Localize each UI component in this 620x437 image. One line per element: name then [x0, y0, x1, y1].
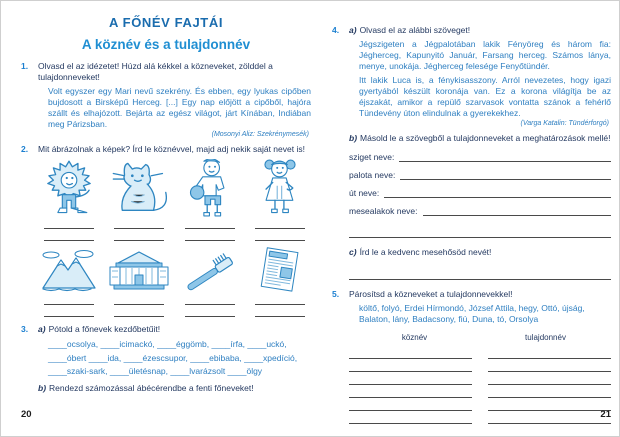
field-label: út neve:	[349, 188, 380, 199]
picture-cell	[38, 247, 100, 317]
exercise-1	[21, 61, 311, 138]
answer-line	[488, 424, 611, 437]
page-number-20: 20	[21, 409, 32, 420]
pair-row	[349, 424, 611, 437]
part-c-label: c)	[349, 247, 357, 258]
boy-with-ball-illustration	[187, 159, 233, 217]
pair-rows	[349, 346, 611, 437]
cat-illustration	[111, 159, 167, 217]
field-row	[349, 151, 611, 162]
answer-line	[185, 229, 235, 241]
picture-cell	[108, 247, 170, 317]
answer-line	[349, 225, 611, 238]
exercise-4-quote-paragraph-2: Itt lakik Luca is, a fénykisasszony. Arról nevezetes, hogy igazi gyertyából készült koronája van. Ez a korona világítja be az éjszakát, amikor a repülő szarvasok vontatta szánok a fehérlő Tündevény úton elindulnak a gyerekekhez.	[359, 75, 611, 119]
answer-line	[44, 229, 94, 241]
answer-line	[488, 346, 611, 359]
part-a-label: a)	[349, 25, 357, 35]
exercise-5-instruction: Párosítsd a közneveket a tulajdonnevekkel!	[349, 289, 513, 300]
exercise-2-number: 2.	[21, 144, 29, 155]
exercise-4-quote-paragraph-1: Jégszigeten a Jégpalotában lakik Fényöreg és három fia: Jégherceg, Kapunyitó Január, Farsang herceg. Számos lánya, menye, unokája. Jégherceg felesége Fenyőtündér.	[359, 39, 611, 72]
answer-line	[185, 293, 235, 305]
picture-grid-row-1	[38, 159, 311, 241]
exercise-1-quote: Volt egyszer egy Mari nevű szekrény. És ebben, egy lyukas cipőben bujdosott a Birsképű Herceg. [...] Egy nap előjött a cipőből, hajóra szállt és elhajózott. Bejárta az egész világot, járt Kínában, Indiában meg Párizsban.	[48, 86, 311, 130]
picture-cell	[179, 247, 241, 317]
answer-line	[185, 305, 235, 317]
girl-illustration	[257, 159, 303, 217]
part-b-label: b)	[349, 133, 358, 144]
picture-cell	[249, 247, 311, 317]
field-label: mesealakok neve:	[349, 206, 418, 217]
pair-row	[349, 398, 611, 411]
answer-line	[44, 217, 94, 229]
answer-line	[185, 217, 235, 229]
answer-line	[114, 229, 164, 241]
answer-line	[423, 205, 611, 216]
exercise-4b-instruction: b) Másold le a szövegből a tulajdonneveket a meghatározások mellé!	[349, 133, 611, 144]
picture-grid-row-2	[38, 247, 311, 317]
answer-line	[349, 385, 472, 398]
answer-line	[488, 398, 611, 411]
toothbrush-illustration	[181, 247, 239, 293]
exercise-3a-instruction: a) Pótold a főnevek kezdőbetűit!	[38, 324, 161, 335]
exercise-4c-instruction: c) Írd le a kedvenc mesehősöd nevét!	[349, 247, 492, 258]
answer-line	[349, 346, 472, 359]
pair-row	[349, 372, 611, 385]
pair-column-headers	[349, 333, 611, 342]
word-blank-line: ____óbert ____ida, ____ézescsupor, ____ebibaba, ____xpedíció,	[48, 352, 298, 363]
answer-line	[114, 217, 164, 229]
exercise-5-number: 5.	[332, 289, 340, 300]
pair-row	[349, 411, 611, 424]
answer-line	[488, 372, 611, 385]
answer-line	[114, 305, 164, 317]
answer-line	[44, 293, 94, 305]
exercise-5-word-list: költő, folyó, Erdei Hírmondó, József Attila, hegy, Ottó, újság, Balaton, lány, Badacsony, fiú, Duna, tó, Orsolya	[359, 302, 585, 324]
answer-line	[349, 411, 472, 424]
exercise-3-number: 3.	[21, 324, 29, 335]
field-row	[349, 187, 611, 198]
answer-line	[114, 293, 164, 305]
word-blank-line: ____ocsolya, ____icimackó, ____éggömb, ____írfa, ____uckó,	[48, 339, 287, 350]
pair-row	[349, 346, 611, 359]
page-subtitle: A köznév és a tulajdonnév	[81, 37, 251, 52]
part-a-label: a)	[38, 324, 46, 335]
answer-line	[349, 359, 472, 372]
mountain-illustration	[39, 247, 99, 293]
field-label: palota neve:	[349, 170, 396, 181]
picture-cell	[179, 159, 241, 241]
newspaper-illustration	[255, 247, 305, 293]
answer-line	[255, 229, 305, 241]
page-title: A FŐNÉV FAJTÁI	[108, 15, 224, 30]
field-row	[349, 205, 611, 216]
pair-row	[349, 385, 611, 398]
picture-cell	[38, 159, 100, 241]
exercise-5	[332, 289, 611, 436]
field-label: sziget neve:	[349, 152, 395, 163]
page-21	[332, 1, 611, 436]
answer-line	[384, 187, 611, 198]
exercise-4-attribution: (Varga Katalin: Tündérforgó)	[520, 120, 609, 128]
exercise-3b-instruction: b) Rendezd számozással ábécérendbe a fenti főneveket!	[38, 382, 254, 393]
exercise-1-attribution: (Mosonyi Aliz: Szekrénymesék)	[211, 131, 309, 139]
pair-row	[349, 359, 611, 372]
answer-line	[400, 169, 611, 180]
answer-line	[349, 267, 611, 280]
exercise-1-instruction: Olvasd el az idézetet! Húzd alá kékkel a közneveket, zölddel a tulajdonneveket!	[38, 61, 273, 83]
proper-noun-header: tulajdonnév	[525, 332, 566, 342]
common-noun-header: köznév	[401, 332, 428, 342]
exercise-4-number: 4.	[332, 25, 340, 35]
answer-line	[44, 305, 94, 317]
word-blank-line: ____szaki-sark, ____ületésnap, ____lvarázsolt ____ölgy	[48, 365, 263, 376]
exercise-2	[21, 144, 311, 317]
answer-line	[488, 359, 611, 372]
word-blanks	[48, 338, 311, 378]
answer-line	[488, 411, 611, 424]
answer-line	[349, 372, 472, 385]
exercise-4a-instruction: a) Olvasd el az alábbi szöveget!	[349, 25, 471, 35]
exercise-2-instruction: Mit ábrázolnak a képek? Írd le köznévvel, majd adj nekik saját nevet is!	[38, 144, 305, 155]
answer-line	[349, 398, 472, 411]
answer-line	[488, 385, 611, 398]
exercise-4	[332, 25, 611, 280]
exercise-1-number: 1.	[21, 61, 29, 71]
part-b-label: b)	[38, 382, 47, 393]
answer-line	[255, 217, 305, 229]
answer-line	[255, 293, 305, 305]
picture-cell	[108, 159, 170, 241]
answer-line	[349, 424, 472, 437]
answer-line	[399, 151, 611, 162]
picture-cell	[249, 159, 311, 241]
field-row	[349, 169, 611, 180]
building-illustration	[108, 247, 170, 293]
answer-line	[255, 305, 305, 317]
hedgehog-illustration	[43, 159, 95, 217]
page-20	[21, 1, 311, 436]
exercise-3	[21, 324, 311, 394]
page-number-21: 21	[600, 409, 611, 420]
